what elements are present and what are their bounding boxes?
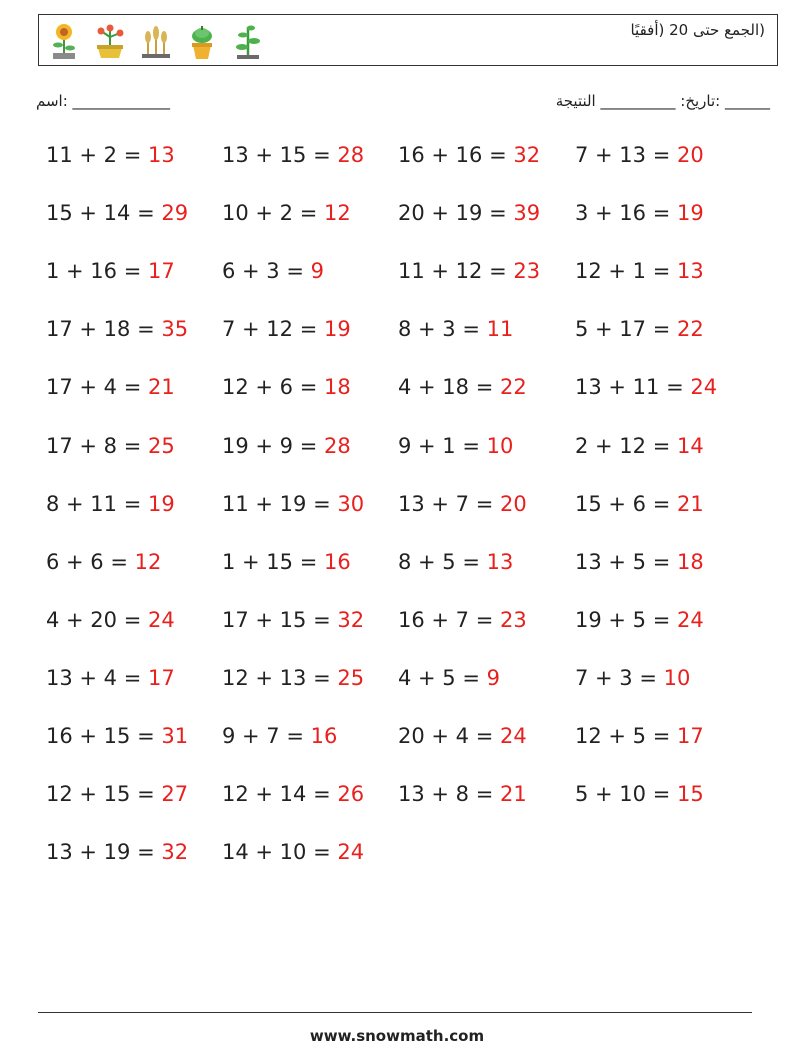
problem-question: 13 + 4 =: [46, 665, 148, 690]
problem-answer: 24: [690, 375, 718, 400]
flower-basket-icon: [93, 21, 127, 61]
addition-problem: [398, 782, 527, 806]
addition-problem: [398, 550, 513, 574]
problem-answer: 21: [499, 782, 527, 807]
problem-answer: 20: [499, 491, 527, 516]
problem-answer: 16: [323, 549, 351, 574]
problem-question: 19 + 5 =: [575, 607, 677, 632]
addition-problem: [46, 782, 188, 806]
sunflower-pot-icon: [47, 21, 81, 61]
problem-answer: 32: [513, 143, 541, 167]
problem-answer: 29: [161, 201, 189, 226]
addition-problem: [222, 434, 351, 458]
problem-question: 20 + 19 =: [398, 201, 514, 226]
addition-problem: [46, 259, 175, 283]
problem-question: 11 + 19 =: [222, 491, 338, 516]
problem-answer: 24: [147, 607, 175, 632]
problem-answer: 13: [147, 143, 175, 167]
problem-answer: 13: [676, 259, 704, 284]
addition-problem: [222, 550, 351, 574]
addition-problem: [575, 201, 704, 225]
problem-answer: 21: [147, 375, 175, 400]
problem-answer: 25: [147, 433, 175, 458]
addition-problem: [575, 666, 690, 690]
problem-answer: 28: [323, 433, 351, 458]
addition-problem: [575, 608, 704, 632]
wheat-icon: [139, 21, 173, 61]
problem-question: 6 + 6 =: [46, 549, 135, 574]
problem-question: 17 + 8 =: [46, 433, 148, 458]
problem-answer: 23: [513, 259, 541, 284]
problem-question: 12 + 6 =: [222, 375, 324, 400]
date-score-field-label: ______ :تاريخ: __________ النتيجة: [555, 92, 770, 110]
problem-answer: 24: [676, 607, 704, 632]
problem-question: 17 + 15 =: [222, 607, 338, 632]
problem-answer: 24: [337, 840, 365, 865]
problem-answer: 32: [161, 840, 189, 865]
addition-problem: [575, 724, 704, 748]
problem-question: 2 + 12 =: [575, 433, 677, 458]
problem-answer: 16: [310, 724, 338, 748]
addition-problem: [575, 375, 717, 399]
addition-problem: [222, 666, 364, 690]
addition-problem: [222, 840, 364, 864]
problem-answer: 39: [513, 201, 541, 226]
problem-answer: 22: [499, 375, 527, 400]
problem-question: 8 + 3 =: [398, 317, 487, 342]
problem-answer: 32: [337, 607, 365, 632]
problem-answer: 17: [147, 665, 175, 690]
addition-problem: [575, 782, 704, 806]
addition-problem: [222, 492, 364, 516]
footer-divider: [38, 1012, 752, 1013]
problem-question: 9 + 7 =: [222, 724, 311, 748]
addition-problem: [46, 143, 175, 167]
addition-problem: [398, 201, 540, 225]
addition-problem: [575, 259, 704, 283]
problem-answer: 22: [676, 317, 704, 342]
problem-answer: 21: [676, 491, 704, 516]
addition-problem: [222, 201, 351, 225]
problem-question: 13 + 19 =: [46, 840, 162, 865]
problem-answer: 18: [676, 549, 704, 574]
problem-answer: 10: [486, 433, 514, 458]
decoration-icons: [47, 21, 265, 61]
addition-problem: [575, 317, 704, 341]
problem-answer: 25: [337, 665, 365, 690]
problem-question: 1 + 16 =: [46, 259, 148, 284]
problem-answer: 9: [486, 665, 500, 690]
problem-question: 15 + 6 =: [575, 491, 677, 516]
potted-plant-icon: [185, 21, 219, 61]
problem-answer: 30: [337, 491, 365, 516]
problem-answer: 28: [337, 143, 365, 167]
problem-answer: 13: [486, 549, 514, 574]
problem-answer: 17: [676, 724, 704, 748]
problem-question: 7 + 12 =: [222, 317, 324, 342]
problem-question: 14 + 10 =: [222, 840, 338, 865]
name-field-label: اسم: _____________: [36, 92, 171, 110]
addition-problem: [398, 608, 527, 632]
problem-question: 4 + 20 =: [46, 607, 148, 632]
addition-problem: [222, 143, 364, 167]
worksheet-title: (الجمع حتى 20 (أفقيًا: [630, 21, 765, 39]
addition-problem: [46, 317, 188, 341]
addition-problem: [398, 259, 540, 283]
addition-problem: [222, 259, 324, 283]
addition-problem: [222, 782, 364, 806]
problem-answer: 17: [147, 259, 175, 284]
addition-problem: [398, 375, 527, 399]
addition-problem: [575, 143, 704, 167]
problem-question: 4 + 18 =: [398, 375, 500, 400]
addition-problem: [398, 666, 500, 690]
problem-question: 1 + 15 =: [222, 549, 324, 574]
addition-problem: [398, 317, 513, 341]
problem-answer: 14: [676, 433, 704, 458]
problem-answer: 23: [499, 607, 527, 632]
addition-problem: [575, 434, 704, 458]
problem-question: 12 + 1 =: [575, 259, 677, 284]
problem-question: 7 + 3 =: [575, 665, 664, 690]
problem-question: 13 + 8 =: [398, 782, 500, 807]
problem-question: 13 + 11 =: [575, 375, 691, 400]
problem-answer: 10: [663, 665, 691, 690]
problem-answer: 11: [486, 317, 514, 342]
addition-problem: [46, 492, 175, 516]
problem-question: 9 + 1 =: [398, 433, 487, 458]
problem-question: 4 + 5 =: [398, 665, 487, 690]
problem-answer: 12: [134, 549, 162, 574]
addition-problem: [398, 724, 527, 748]
addition-problem: [222, 375, 351, 399]
problem-question: 19 + 9 =: [222, 433, 324, 458]
problem-question: 17 + 18 =: [46, 317, 162, 342]
problem-question: 5 + 17 =: [575, 317, 677, 342]
problem-answer: 15: [676, 782, 704, 807]
problem-answer: 35: [161, 317, 189, 342]
problem-question: 12 + 14 =: [222, 782, 338, 807]
problem-question: 5 + 10 =: [575, 782, 677, 807]
addition-problem: [398, 434, 513, 458]
problem-question: 13 + 7 =: [398, 491, 500, 516]
problem-question: 15 + 14 =: [46, 201, 162, 226]
problem-question: 12 + 13 =: [222, 665, 338, 690]
problem-question: 20 + 4 =: [398, 724, 500, 748]
addition-problem: [46, 434, 175, 458]
problem-question: 11 + 12 =: [398, 259, 514, 284]
problem-answer: 9: [310, 259, 324, 284]
problem-answer: 31: [161, 724, 189, 748]
problem-question: 12 + 15 =: [46, 782, 162, 807]
addition-problem: [46, 840, 188, 864]
worksheet-header: [38, 14, 778, 66]
problem-question: 13 + 5 =: [575, 549, 677, 574]
problem-question: 8 + 11 =: [46, 491, 148, 516]
addition-problem: [46, 201, 188, 225]
addition-problem: [222, 608, 364, 632]
addition-problem: [46, 608, 175, 632]
problem-question: 10 + 2 =: [222, 201, 324, 226]
site-url: www.snowmath.com: [309, 1027, 485, 1045]
problem-question: 8 + 5 =: [398, 549, 487, 574]
problem-question: 16 + 7 =: [398, 607, 500, 632]
problem-question: 13 + 15 =: [222, 143, 338, 167]
addition-problem: [575, 492, 704, 516]
problem-question: 16 + 15 =: [46, 724, 162, 748]
addition-problem: [398, 143, 540, 167]
addition-problem: [575, 550, 704, 574]
problem-answer: 26: [337, 782, 365, 807]
problem-answer: 24: [499, 724, 527, 748]
problem-answer: 19: [323, 317, 351, 342]
problem-answer: 18: [323, 375, 351, 400]
addition-problem: [46, 550, 161, 574]
problem-question: 11 + 2 =: [46, 143, 148, 167]
addition-problem: [222, 317, 351, 341]
problem-answer: 27: [161, 782, 189, 807]
problem-answer: 19: [676, 201, 704, 226]
problem-question: 16 + 16 =: [398, 143, 514, 167]
problem-question: 17 + 4 =: [46, 375, 148, 400]
addition-problem: [398, 492, 527, 516]
problem-question: 12 + 5 =: [575, 724, 677, 748]
problem-question: 3 + 16 =: [575, 201, 677, 226]
problem-answer: 19: [147, 491, 175, 516]
problem-question: 6 + 3 =: [222, 259, 311, 284]
sprout-icon: [231, 21, 265, 61]
problem-answer: 12: [323, 201, 351, 226]
addition-problem: [222, 724, 337, 748]
problem-answer: 20: [676, 143, 704, 167]
problem-question: 7 + 13 =: [575, 143, 677, 167]
addition-problem: [46, 375, 175, 399]
addition-problem: [46, 724, 188, 748]
addition-problem: [46, 666, 175, 690]
